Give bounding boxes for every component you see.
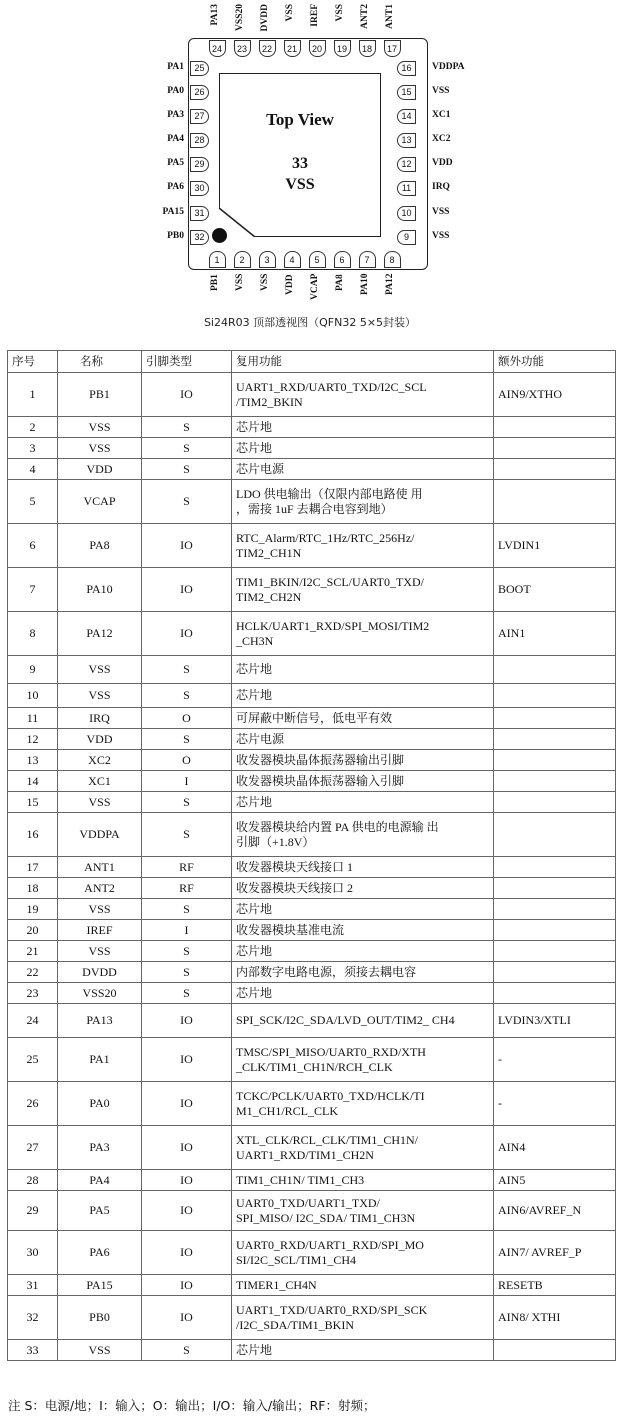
pin-table-body: [8, 373, 616, 1361]
cell-no: 11: [8, 708, 58, 729]
cell-type: S: [142, 459, 232, 480]
cell-name: PA0: [58, 1082, 142, 1126]
pin-label-right: VSS: [432, 207, 450, 217]
cell-no: 21: [8, 941, 58, 962]
pin-label-left: PA15: [162, 207, 184, 217]
cell-func: 收发器模块基准电流: [232, 920, 494, 941]
pin-pad-left: 26: [190, 85, 209, 100]
pin-label-bottom: VSS: [260, 274, 270, 292]
pin-label-left: PA3: [167, 110, 184, 120]
cell-extra: [494, 729, 616, 750]
cell-no: 10: [8, 684, 58, 708]
cell-name: VSS: [58, 899, 142, 920]
cell-no: 23: [8, 983, 58, 1004]
cell-extra: [494, 1340, 616, 1361]
pin-pad-right: 11: [397, 181, 416, 196]
pin-label-top: ANT2: [360, 4, 370, 29]
pin-label-bottom: PA8: [335, 274, 345, 291]
pin-pad-top: 18: [359, 40, 376, 57]
pin-label-top: PA13: [210, 4, 220, 26]
cell-no: 7: [8, 568, 58, 612]
pin-label-top: DVDD: [260, 4, 270, 32]
pin-label-right: VSS: [432, 86, 450, 96]
cell-func: 芯片电源: [232, 729, 494, 750]
cell-type: IO: [142, 1082, 232, 1126]
pin-label-right: VDDPA: [432, 62, 465, 72]
cell-extra: BOOT: [494, 568, 616, 612]
pin-pad-left: 25: [190, 61, 209, 76]
cell-func: SPI_SCK/I2C_SDA/LVD_OUT/TIM2_ CH4: [232, 1004, 494, 1038]
cell-extra: -: [494, 1038, 616, 1082]
cell-no: 29: [8, 1191, 58, 1231]
cell-extra: AIN5: [494, 1170, 616, 1191]
cell-extra: [494, 684, 616, 708]
cell-func: TIMER1_CH4N: [232, 1275, 494, 1296]
pin-label-right: VDD: [432, 158, 453, 168]
cell-type: IO: [142, 1191, 232, 1231]
pin-label-top: VSS: [285, 4, 295, 22]
table-row: [8, 417, 616, 438]
cell-type: RF: [142, 857, 232, 878]
pin-pad-top: 24: [209, 40, 226, 57]
cell-extra: [494, 480, 616, 524]
cell-type: S: [142, 656, 232, 684]
table-row: [8, 708, 616, 729]
cell-type: S: [142, 1340, 232, 1361]
cell-extra: AIN8/ XTHI: [494, 1296, 616, 1340]
cell-extra: [494, 941, 616, 962]
pin-pad-bottom: 4: [284, 251, 301, 268]
cell-extra: [494, 899, 616, 920]
header-extra: 额外功能: [494, 351, 616, 373]
pin-pad-bottom: 8: [384, 251, 401, 268]
cell-name: PA5: [58, 1191, 142, 1231]
table-row: [8, 771, 616, 792]
cell-no: 8: [8, 612, 58, 656]
cell-extra: [494, 417, 616, 438]
cell-no: 32: [8, 1296, 58, 1340]
cell-type: IO: [142, 1126, 232, 1170]
cell-type: IO: [142, 1038, 232, 1082]
cell-name: VSS: [58, 417, 142, 438]
cell-type: IO: [142, 1231, 232, 1275]
pin-label-left: PA0: [167, 86, 184, 96]
view-title: Top View: [266, 110, 334, 129]
table-row: [8, 459, 616, 480]
cell-func: TIM1_CH1N/ TIM1_CH3: [232, 1170, 494, 1191]
table-row: [8, 962, 616, 983]
legend-note: 注 S：电源/地；I：输入；O：输出；I/O：输入/输出；RF：射频；: [8, 1398, 376, 1413]
pin-label-bottom: VDD: [285, 274, 295, 295]
cell-type: O: [142, 708, 232, 729]
pin-pad-right: 10: [397, 206, 416, 221]
cell-type: S: [142, 792, 232, 813]
table-row: [8, 480, 616, 524]
cell-name: PA15: [58, 1275, 142, 1296]
cell-no: 12: [8, 729, 58, 750]
pin1-marker-dot: [212, 228, 227, 243]
cell-extra: [494, 878, 616, 899]
cell-no: 26: [8, 1082, 58, 1126]
pin-label-top: VSS20: [235, 4, 245, 31]
pin-pad-bottom: 6: [334, 251, 351, 268]
cell-type: S: [142, 899, 232, 920]
cell-name: IRQ: [58, 708, 142, 729]
table-row: [8, 1038, 616, 1082]
cell-func: 收发器模块晶体振荡器输入引脚: [232, 771, 494, 792]
cell-name: VSS: [58, 792, 142, 813]
cell-type: IO: [142, 612, 232, 656]
pin-pad-top: 22: [259, 40, 276, 57]
cell-extra: LVDIN3/XTLI: [494, 1004, 616, 1038]
table-row: [8, 1231, 616, 1275]
cell-name: VDD: [58, 459, 142, 480]
cell-name: VSS: [58, 941, 142, 962]
pin-pad-right: 14: [397, 109, 416, 124]
pin-pad-bottom: 7: [359, 251, 376, 268]
cell-name: PA8: [58, 524, 142, 568]
cell-name: PA1: [58, 1038, 142, 1082]
cell-type: IO: [142, 1170, 232, 1191]
cell-name: XC2: [58, 750, 142, 771]
cell-no: 16: [8, 813, 58, 857]
cell-func: 收发器模块天线接口 1: [232, 857, 494, 878]
cell-name: PA4: [58, 1170, 142, 1191]
pin-label-right: VSS: [432, 231, 450, 241]
cell-func: 内部数字电路电源，须接去耦电容: [232, 962, 494, 983]
table-row: [8, 1082, 616, 1126]
cell-name: ANT1: [58, 857, 142, 878]
pin-label-top: VSS: [335, 4, 345, 22]
cell-extra: AIN6/AVREF_N: [494, 1191, 616, 1231]
header-type: 引脚类型: [142, 351, 232, 373]
cell-name: PB1: [58, 373, 142, 417]
pin-pad-top: 21: [284, 40, 301, 57]
pin-pad-bottom: 1: [209, 251, 226, 268]
cell-type: IO: [142, 1004, 232, 1038]
table-row: [8, 612, 616, 656]
cell-extra: [494, 459, 616, 480]
cell-extra: AIN9/XTHO: [494, 373, 616, 417]
pin-pad-right: 9: [397, 230, 416, 245]
cell-extra: [494, 438, 616, 459]
cell-type: S: [142, 962, 232, 983]
pin-pad-bottom: 2: [234, 251, 251, 268]
cell-type: IO: [142, 1275, 232, 1296]
cell-no: 2: [8, 417, 58, 438]
cell-func: UART1_RXD/UART0_TXD/I2C_SCL /TIM2_BKIN: [232, 373, 494, 417]
cell-type: S: [142, 684, 232, 708]
cell-func: 芯片地: [232, 1340, 494, 1361]
table-row: [8, 1296, 616, 1340]
cell-type: IO: [142, 524, 232, 568]
pin-label-bottom: PA12: [385, 274, 395, 296]
cell-func: TMSC/SPI_MISO/UART0_RXD/XTH _CLK/TIM1_CH1N/RCH_CLK: [232, 1038, 494, 1082]
cell-func: TIM1_BKIN/I2C_SCL/UART0_TXD/ TIM2_CH2N: [232, 568, 494, 612]
cell-func: 芯片地: [232, 899, 494, 920]
pin-pad-right: 13: [397, 133, 416, 148]
cell-func: 收发器模块晶体振荡器输出引脚: [232, 750, 494, 771]
table-header-row: [8, 351, 616, 373]
cell-extra: [494, 656, 616, 684]
pin-label-top: IREF: [310, 4, 320, 27]
cell-no: 13: [8, 750, 58, 771]
cell-type: I: [142, 920, 232, 941]
cell-name: VSS: [58, 1340, 142, 1361]
cell-no: 1: [8, 373, 58, 417]
table-row: [8, 920, 616, 941]
cell-func: XTL_CLK/RCL_CLK/TIM1_CH1N/ UART1_RXD/TIM1_CH2N: [232, 1126, 494, 1170]
pin-label-left: PA4: [167, 134, 184, 144]
pin-label-left: PB0: [167, 231, 184, 241]
cell-extra: [494, 857, 616, 878]
cell-extra: AIN4: [494, 1126, 616, 1170]
pin-pad-right: 12: [397, 157, 416, 172]
cell-no: 19: [8, 899, 58, 920]
table-row: [8, 1170, 616, 1191]
pin-label-right: XC1: [432, 110, 451, 120]
cell-type: RF: [142, 878, 232, 899]
cell-name: VSS20: [58, 983, 142, 1004]
cell-func: HCLK/UART1_RXD/SPI_MOSI/TIM2 _CH3N: [232, 612, 494, 656]
table-row: [8, 373, 616, 417]
table-row: [8, 941, 616, 962]
cell-no: 6: [8, 524, 58, 568]
cell-name: VCAP: [58, 480, 142, 524]
cell-extra: AIN1: [494, 612, 616, 656]
cell-extra: [494, 920, 616, 941]
table-row: [8, 857, 616, 878]
table-row: [8, 1004, 616, 1038]
cell-func: LDO 供电输出（仅限内部电路使 用 ，需接 1uF 去耦合电容到地）: [232, 480, 494, 524]
table-row: [8, 1126, 616, 1170]
cell-no: 28: [8, 1170, 58, 1191]
cell-extra: [494, 750, 616, 771]
cell-type: IO: [142, 373, 232, 417]
pin-pad-left: 29: [190, 157, 209, 172]
table-row: [8, 1340, 616, 1361]
pin-pad-top: 20: [309, 40, 326, 57]
pin-pad-right: 15: [397, 85, 416, 100]
pin-label-left: PA6: [167, 182, 184, 192]
header-name: 名称: [58, 351, 142, 373]
cell-type: IO: [142, 568, 232, 612]
cell-func: 可屏蔽中断信号，低电平有效: [232, 708, 494, 729]
cell-no: 18: [8, 878, 58, 899]
cell-name: IREF: [58, 920, 142, 941]
cell-no: 14: [8, 771, 58, 792]
header-no: 序号: [8, 351, 58, 373]
pin-label-left: PA5: [167, 158, 184, 168]
cell-type: S: [142, 438, 232, 459]
cell-type: IO: [142, 1296, 232, 1340]
cell-name: VSS: [58, 656, 142, 684]
pin-label-right: IRQ: [432, 182, 450, 192]
pin-pad-left: 30: [190, 181, 209, 196]
cell-no: 31: [8, 1275, 58, 1296]
cell-no: 25: [8, 1038, 58, 1082]
diagram-caption: Si24R03 顶部透视图（QFN32 5×5封装）: [203, 316, 417, 329]
cell-name: PA6: [58, 1231, 142, 1275]
cell-extra: [494, 708, 616, 729]
pin-label-right: XC2: [432, 134, 451, 144]
cell-type: S: [142, 480, 232, 524]
pin-pad-left: 28: [190, 133, 209, 148]
table-row: [8, 813, 616, 857]
cell-type: S: [142, 941, 232, 962]
cell-name: PA12: [58, 612, 142, 656]
cell-func: TCKC/PCLK/UART0_TXD/HCLK/TI M1_CH1/RCL_CLK: [232, 1082, 494, 1126]
table-row: [8, 983, 616, 1004]
pin-label-bottom: PB1: [210, 274, 220, 291]
table-row: [8, 568, 616, 612]
cell-no: 27: [8, 1126, 58, 1170]
cell-no: 3: [8, 438, 58, 459]
cell-name: VDDPA: [58, 813, 142, 857]
cell-type: I: [142, 771, 232, 792]
cell-func: RTC_Alarm/RTC_1Hz/RTC_256Hz/ TIM2_CH1N: [232, 524, 494, 568]
table-row: [8, 438, 616, 459]
header-func: 复用功能: [232, 351, 494, 373]
cell-func: 芯片地: [232, 684, 494, 708]
cell-name: XC1: [58, 771, 142, 792]
cell-extra: [494, 983, 616, 1004]
cell-func: 芯片地: [232, 792, 494, 813]
cell-extra: [494, 813, 616, 857]
cell-name: PA10: [58, 568, 142, 612]
cell-func: 芯片地: [232, 438, 494, 459]
cell-func: UART0_RXD/UART1_RXD/SPI_MO SI/I2C_SCL/TIM1_CH4: [232, 1231, 494, 1275]
cell-func: 芯片地: [232, 656, 494, 684]
cell-name: ANT2: [58, 878, 142, 899]
cell-name: DVDD: [58, 962, 142, 983]
cell-extra: AIN7/ AVREF_P: [494, 1231, 616, 1275]
cell-no: 33: [8, 1340, 58, 1361]
table-row: [8, 792, 616, 813]
table-row: [8, 684, 616, 708]
table-row: [8, 899, 616, 920]
cell-type: S: [142, 729, 232, 750]
pin-label-bottom: VSS: [235, 274, 245, 292]
cell-no: 20: [8, 920, 58, 941]
cell-no: 5: [8, 480, 58, 524]
table-row: [8, 878, 616, 899]
pin-pad-top: 19: [334, 40, 351, 57]
cell-type: S: [142, 417, 232, 438]
table-row: [8, 729, 616, 750]
table-row: [8, 750, 616, 771]
pin-pad-top: 17: [384, 40, 401, 57]
cell-extra: RESETB: [494, 1275, 616, 1296]
cell-no: 15: [8, 792, 58, 813]
cell-type: O: [142, 750, 232, 771]
cell-extra: [494, 792, 616, 813]
pin-pad-top: 23: [234, 40, 251, 57]
pin-pad-left: 27: [190, 109, 209, 124]
cell-func: 芯片地: [232, 941, 494, 962]
pin-pad-right: 16: [397, 61, 416, 76]
cell-name: VSS: [58, 438, 142, 459]
cell-name: VDD: [58, 729, 142, 750]
cell-type: S: [142, 813, 232, 857]
cell-no: 24: [8, 1004, 58, 1038]
center-pin-number: 33: [292, 155, 308, 172]
table-row: [8, 1275, 616, 1296]
pin-label-bottom: PA10: [360, 274, 370, 296]
cell-extra: -: [494, 1082, 616, 1126]
cell-no: 4: [8, 459, 58, 480]
cell-func: UART1_TXD/UART0_RXD/SPI_SCK /I2C_SDA/TIM1_BKIN: [232, 1296, 494, 1340]
cell-func: 收发器模块天线接口 2: [232, 878, 494, 899]
cell-func: 芯片地: [232, 983, 494, 1004]
cell-func: 芯片电源: [232, 459, 494, 480]
pin-pad-bottom: 5: [309, 251, 326, 268]
pin-pad-left: 32: [190, 230, 209, 245]
pin-pad-bottom: 3: [259, 251, 276, 268]
cell-extra: LVDIN1: [494, 524, 616, 568]
pin-label-left: PA1: [167, 62, 184, 72]
cell-extra: [494, 771, 616, 792]
cell-no: 9: [8, 656, 58, 684]
cell-extra: [494, 962, 616, 983]
cell-name: PB0: [58, 1296, 142, 1340]
pin-label-bottom: VCAP: [310, 274, 320, 301]
pin-table: [7, 350, 616, 1361]
cell-name: VSS: [58, 684, 142, 708]
cell-no: 30: [8, 1231, 58, 1275]
center-pin-name: VSS: [285, 176, 315, 193]
pin-label-top: ANT1: [385, 4, 395, 29]
cell-name: PA3: [58, 1126, 142, 1170]
pin-pad-left: 31: [190, 206, 209, 221]
cell-func: 收发器模块给内置 PA 供电的电源输 出 引脚（+1.8V）: [232, 813, 494, 857]
cell-func: UART0_TXD/UART1_TXD/ SPI_MISO/ I2C_SDA/ TIM1_CH3N: [232, 1191, 494, 1231]
table-row: [8, 656, 616, 684]
cell-func: 芯片地: [232, 417, 494, 438]
cell-type: S: [142, 983, 232, 1004]
cell-no: 17: [8, 857, 58, 878]
table-row: [8, 524, 616, 568]
table-row: [8, 1191, 616, 1231]
cell-no: 22: [8, 962, 58, 983]
cell-name: PA13: [58, 1004, 142, 1038]
